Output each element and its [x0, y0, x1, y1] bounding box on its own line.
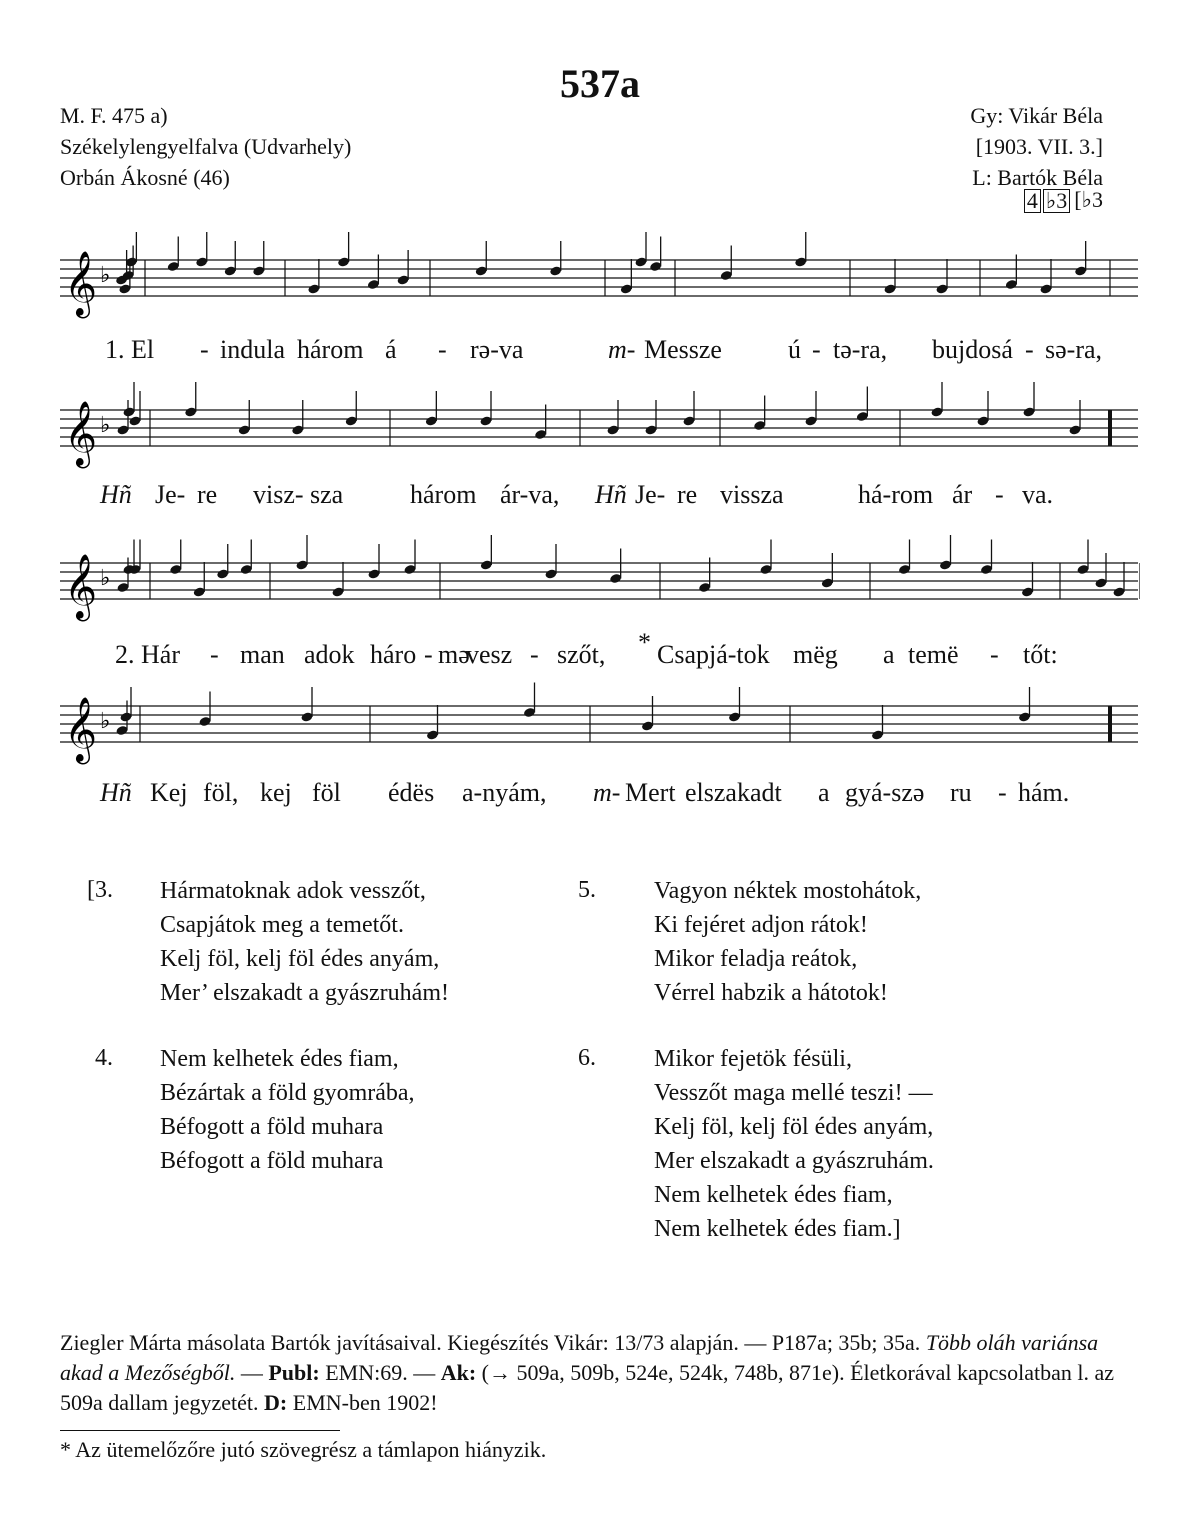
- lyric: -: [210, 640, 219, 669]
- lyric: elszakadt: [685, 778, 782, 807]
- verse-number: 5.: [578, 877, 596, 903]
- verse-line: Mer elszakadt a gyászruhám.: [654, 1148, 934, 1174]
- treble-clef-icon: 𝄞: [64, 251, 98, 316]
- lyric: vissza: [720, 480, 784, 509]
- verse-6: [654, 1042, 934, 1246]
- verse-line: Mikor feladja reátok,: [654, 946, 858, 972]
- lyric: indula: [220, 335, 285, 364]
- flat-icon: ♭: [100, 263, 111, 288]
- verse-line: Béfogott a föld muhara: [160, 1148, 384, 1174]
- lyric: mə: [438, 640, 470, 669]
- lyric: hám.: [1018, 778, 1070, 807]
- footnote-marker: *: [638, 628, 651, 657]
- staff-lines: [60, 410, 1138, 446]
- lyric: temë: [908, 640, 959, 669]
- location: Székelylengyelfalva (Udvarhely): [60, 134, 352, 159]
- key-box-1: 4: [1024, 189, 1041, 213]
- staff-lines: [60, 706, 1138, 742]
- verse-line: Nem kelhetek édes fiam.]: [654, 1216, 901, 1242]
- singer: Orbán Ákosné (46): [60, 165, 230, 190]
- lyric: va.: [1022, 480, 1054, 509]
- staff-system-3: [60, 533, 1140, 643]
- lyric: m-: [593, 778, 621, 807]
- notes: [115, 683, 1031, 741]
- lyric: Je-: [635, 480, 666, 509]
- verse-line: Ki fejéret adjon rátok!: [654, 912, 868, 938]
- lyric: visz-: [253, 480, 304, 509]
- lyric: Hñ: [100, 480, 132, 509]
- lyric: -: [438, 335, 447, 364]
- staff-system-2: [60, 380, 1140, 490]
- lyric: a: [818, 778, 830, 807]
- lyric: tə-ra,: [833, 335, 888, 364]
- treble-clef-icon: 𝄞: [64, 697, 98, 762]
- verse-number: 4.: [95, 1045, 113, 1071]
- lyric: rə-va: [470, 335, 524, 364]
- verse-3: [160, 874, 449, 1010]
- lyric: man: [240, 640, 285, 669]
- footnote-rule: [60, 1430, 340, 1431]
- treble-clef-icon: 𝄞: [64, 401, 98, 466]
- key-signature-box: [1024, 189, 1105, 213]
- flat-icon: ♭: [100, 566, 111, 591]
- staff-lines: [60, 260, 1138, 296]
- lyric: á: [385, 335, 397, 364]
- lyric: gyá-szə: [845, 778, 925, 807]
- lyric: sə-ra,: [1045, 335, 1103, 364]
- collector: Gy: Vikár Béla: [970, 103, 1103, 128]
- lyric: -: [812, 335, 821, 364]
- verse-line: Hármatoknak adok vesszőt,: [160, 878, 426, 904]
- lyric: m-: [608, 335, 636, 364]
- lyric: -: [995, 480, 1004, 509]
- verse-line: Nem kelhetek édes fiam,: [654, 1182, 893, 1208]
- flat-icon: ♭: [100, 413, 111, 438]
- lyric: ár-va,: [500, 480, 560, 509]
- notes: [115, 232, 1087, 295]
- verse-line: Csapjátok meg a temetőt.: [160, 912, 404, 938]
- lyric: szőt,: [557, 640, 606, 669]
- verse-line: Mikor fejetök fésüli,: [654, 1046, 852, 1072]
- verse-line: Mer’ elszakadt a gyászruhám!: [160, 980, 449, 1006]
- header-right: [970, 100, 1103, 193]
- lyric: Mert: [625, 778, 676, 807]
- note-italic: Több oláh variánsa akad a Mezőségből.: [60, 1330, 1099, 1385]
- staff-system-4: [60, 676, 1140, 786]
- lyric: ár: [952, 480, 973, 509]
- verse-line: Vesszőt maga mellé teszi! —: [654, 1080, 933, 1106]
- verse-4: [160, 1042, 415, 1178]
- lyric: há-rom: [858, 480, 934, 509]
- date: [1903. VII. 3.]: [975, 134, 1103, 159]
- lyric: -: [990, 640, 999, 669]
- collection-ref: M. F. 475 a): [60, 103, 168, 128]
- lyric: re: [677, 480, 698, 509]
- lyric: re: [197, 480, 218, 509]
- lyric: kej: [260, 778, 292, 807]
- editorial-note: [60, 1328, 1145, 1418]
- lyric: ru: [950, 778, 972, 807]
- lyric: ú: [788, 335, 801, 364]
- lyric: Je-: [155, 480, 186, 509]
- verse-line: Vérrel habzik a hátotok!: [654, 980, 888, 1006]
- note-text: —: [240, 1360, 269, 1385]
- verse-line: Kelj föl, kelj föl édes anyám,: [654, 1114, 934, 1140]
- lyric: a-nyám,: [462, 778, 547, 807]
- note-text: EMN:69. —: [319, 1360, 441, 1385]
- treble-clef-icon: 𝄞: [64, 554, 98, 619]
- lyric: háro: [370, 640, 417, 669]
- lyric: a: [883, 640, 895, 669]
- lyric: tőt:: [1023, 640, 1058, 669]
- song-number: 537a: [560, 61, 640, 106]
- verse-number: [3.: [87, 877, 113, 903]
- verse-line: Nem kelhetek édes fiam,: [160, 1046, 399, 1072]
- lyric: föl: [312, 778, 341, 807]
- verse-line: Béfogott a föld muhara: [160, 1114, 384, 1140]
- lyric: adok: [304, 640, 355, 669]
- lyric: -: [200, 335, 209, 364]
- verse-line: Vagyon néktek mostohátok,: [654, 878, 922, 904]
- key-box-3: [♭3: [1074, 187, 1103, 212]
- note-text: EMN-ben 1902!: [287, 1390, 438, 1415]
- notes: [116, 535, 1125, 598]
- lyric: bujdosá: [932, 335, 1013, 364]
- lyric: vesz: [466, 640, 513, 669]
- note-bold: D:: [264, 1390, 288, 1415]
- verse-5: [654, 874, 921, 1010]
- note-text: Ziegler Márta másolata Bartók javításaival. Kiegészítés Vikár: 13/73 alapján. — P187a; 35b; 35a.: [60, 1330, 921, 1355]
- lyric: édës: [388, 778, 435, 807]
- lyric: Csapjá-tok: [657, 640, 770, 669]
- lyric: három: [297, 335, 364, 364]
- lyric: Messze: [644, 335, 722, 364]
- note-bold: Publ:: [268, 1360, 320, 1385]
- notes: [116, 382, 1081, 440]
- staff-lines: [60, 563, 1138, 599]
- staff-system-1: [60, 230, 1140, 340]
- note-bold: Ak:: [440, 1360, 477, 1385]
- lyric: -: [530, 640, 539, 669]
- lyric: sza: [310, 480, 344, 509]
- lyric: 2. Hár: [115, 640, 180, 669]
- verse-line: Bézártak a föld gyomrába,: [160, 1080, 415, 1106]
- lyric: Hñ: [595, 480, 627, 509]
- key-box-2: ♭3: [1043, 189, 1070, 213]
- lyric: Kej: [150, 778, 188, 807]
- lyric: -: [998, 778, 1007, 807]
- verse-number: 6.: [578, 1045, 596, 1071]
- verse-line: Kelj föl, kelj föl édes anyám,: [160, 946, 440, 972]
- flat-icon: ♭: [100, 709, 111, 734]
- lyric: -: [1025, 335, 1034, 364]
- lyric: 1. El: [105, 335, 155, 364]
- lyric: három: [410, 480, 477, 509]
- lyric: -: [424, 640, 433, 669]
- lyric: föl,: [203, 778, 239, 807]
- note-text: (→ 509a, 509b, 524e, 524k, 748b, 871e). Életkorával kapcsolatban l. az 509a dallam jegyzetét.: [60, 1360, 1114, 1415]
- lyric: mëg: [793, 640, 838, 669]
- footnote: * Az ütemelőzőre jutó szövegrész a támlapon hiányzik.: [60, 1437, 547, 1462]
- lyric: Hñ: [100, 778, 132, 807]
- transcriber: L: Bartók Béla: [972, 165, 1103, 190]
- header-left: [60, 100, 351, 193]
